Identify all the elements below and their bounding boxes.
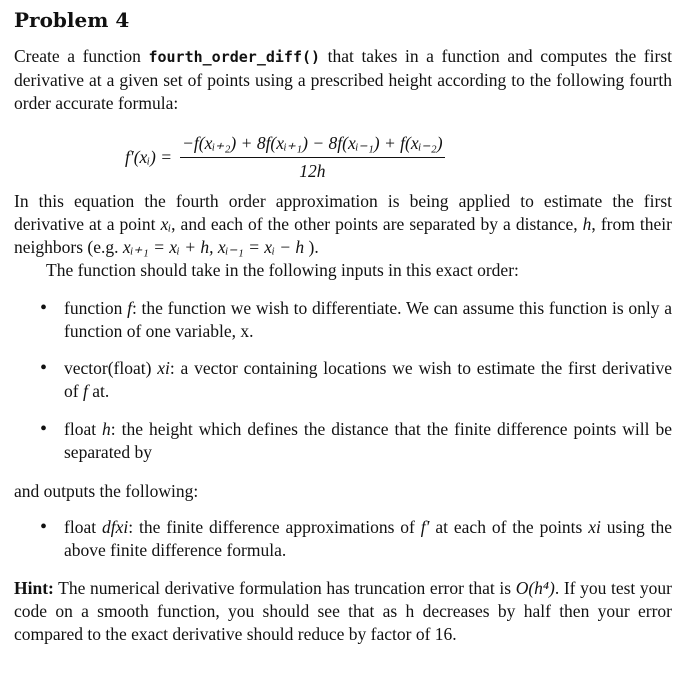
inputs-list-2 [40,357,672,403]
explain-text-4: ). [304,237,319,257]
formula-lhs: f′(xᵢ) = [125,146,173,167]
intro-paragraph [14,45,672,115]
inputs-list-3 [40,418,672,464]
formula-numerator: −f(xᵢ₊₂) + 8f(xᵢ₊₁) − 8f(xᵢ₋₁) + f(xᵢ₋₂) [180,133,444,158]
list-item: • float dfxi: the finite difference approximations of f′ at each of the points xi using the above finite difference formula. [40,516,672,562]
explain-example: xᵢ₊₁ = xᵢ + h, xᵢ₋₁ = xᵢ − h [122,237,305,257]
explain-text-3: , from their neighbors (e.g. [14,214,672,257]
hint-text-2: . If you test your code on a smooth function, you should see that as h decreases by half then your error compared to the exact derivative should reduce by factor of 16. [14,578,672,644]
list-item: • float h: the height which defines the distance that the finite difference points will be separated by [40,418,672,464]
fourth-order-formula [125,132,445,182]
formula-denominator: 12h [299,160,326,181]
explain-text-2: , and each of the other points are separated by a distance, [171,214,583,234]
problem-title: Problem 4 [14,8,130,32]
explain-xi: xᵢ [160,214,172,234]
hint-text-1: The numerical derivative formulation has truncation error that is [53,578,516,598]
explanation-paragraph [14,190,672,259]
intro-text-1: Create a function [14,46,149,66]
hint-order: O(h⁴) [515,578,555,598]
outputs-intro: and outputs the following: [14,481,199,501]
explain-h: h [582,214,592,234]
intro-text-2: that takes in a function and computes the first derivative at a given set of points using a prescribed height according to the following fourth order accurate formula: [14,46,672,113]
inputs-list [40,297,672,343]
outputs-list [40,516,672,562]
list-item: • function f: the function we wish to differentiate. We can assume this function is only a function of one variable, x. [40,297,672,343]
function-name-code: fourth_order_diff() [148,48,321,66]
inputs-intro: The function should take in the following inputs in this exact order: [46,260,519,280]
list-item: • vector(float) xi: a vector containing locations we wish to estimate the first derivative of f at. [40,357,672,403]
hint-paragraph [14,577,672,646]
explain-text-1: In this equation the fourth order approximation is being applied to estimate the first derivative at a point [14,191,672,234]
formula-fraction [180,133,444,182]
hint-label: Hint: [14,578,54,598]
